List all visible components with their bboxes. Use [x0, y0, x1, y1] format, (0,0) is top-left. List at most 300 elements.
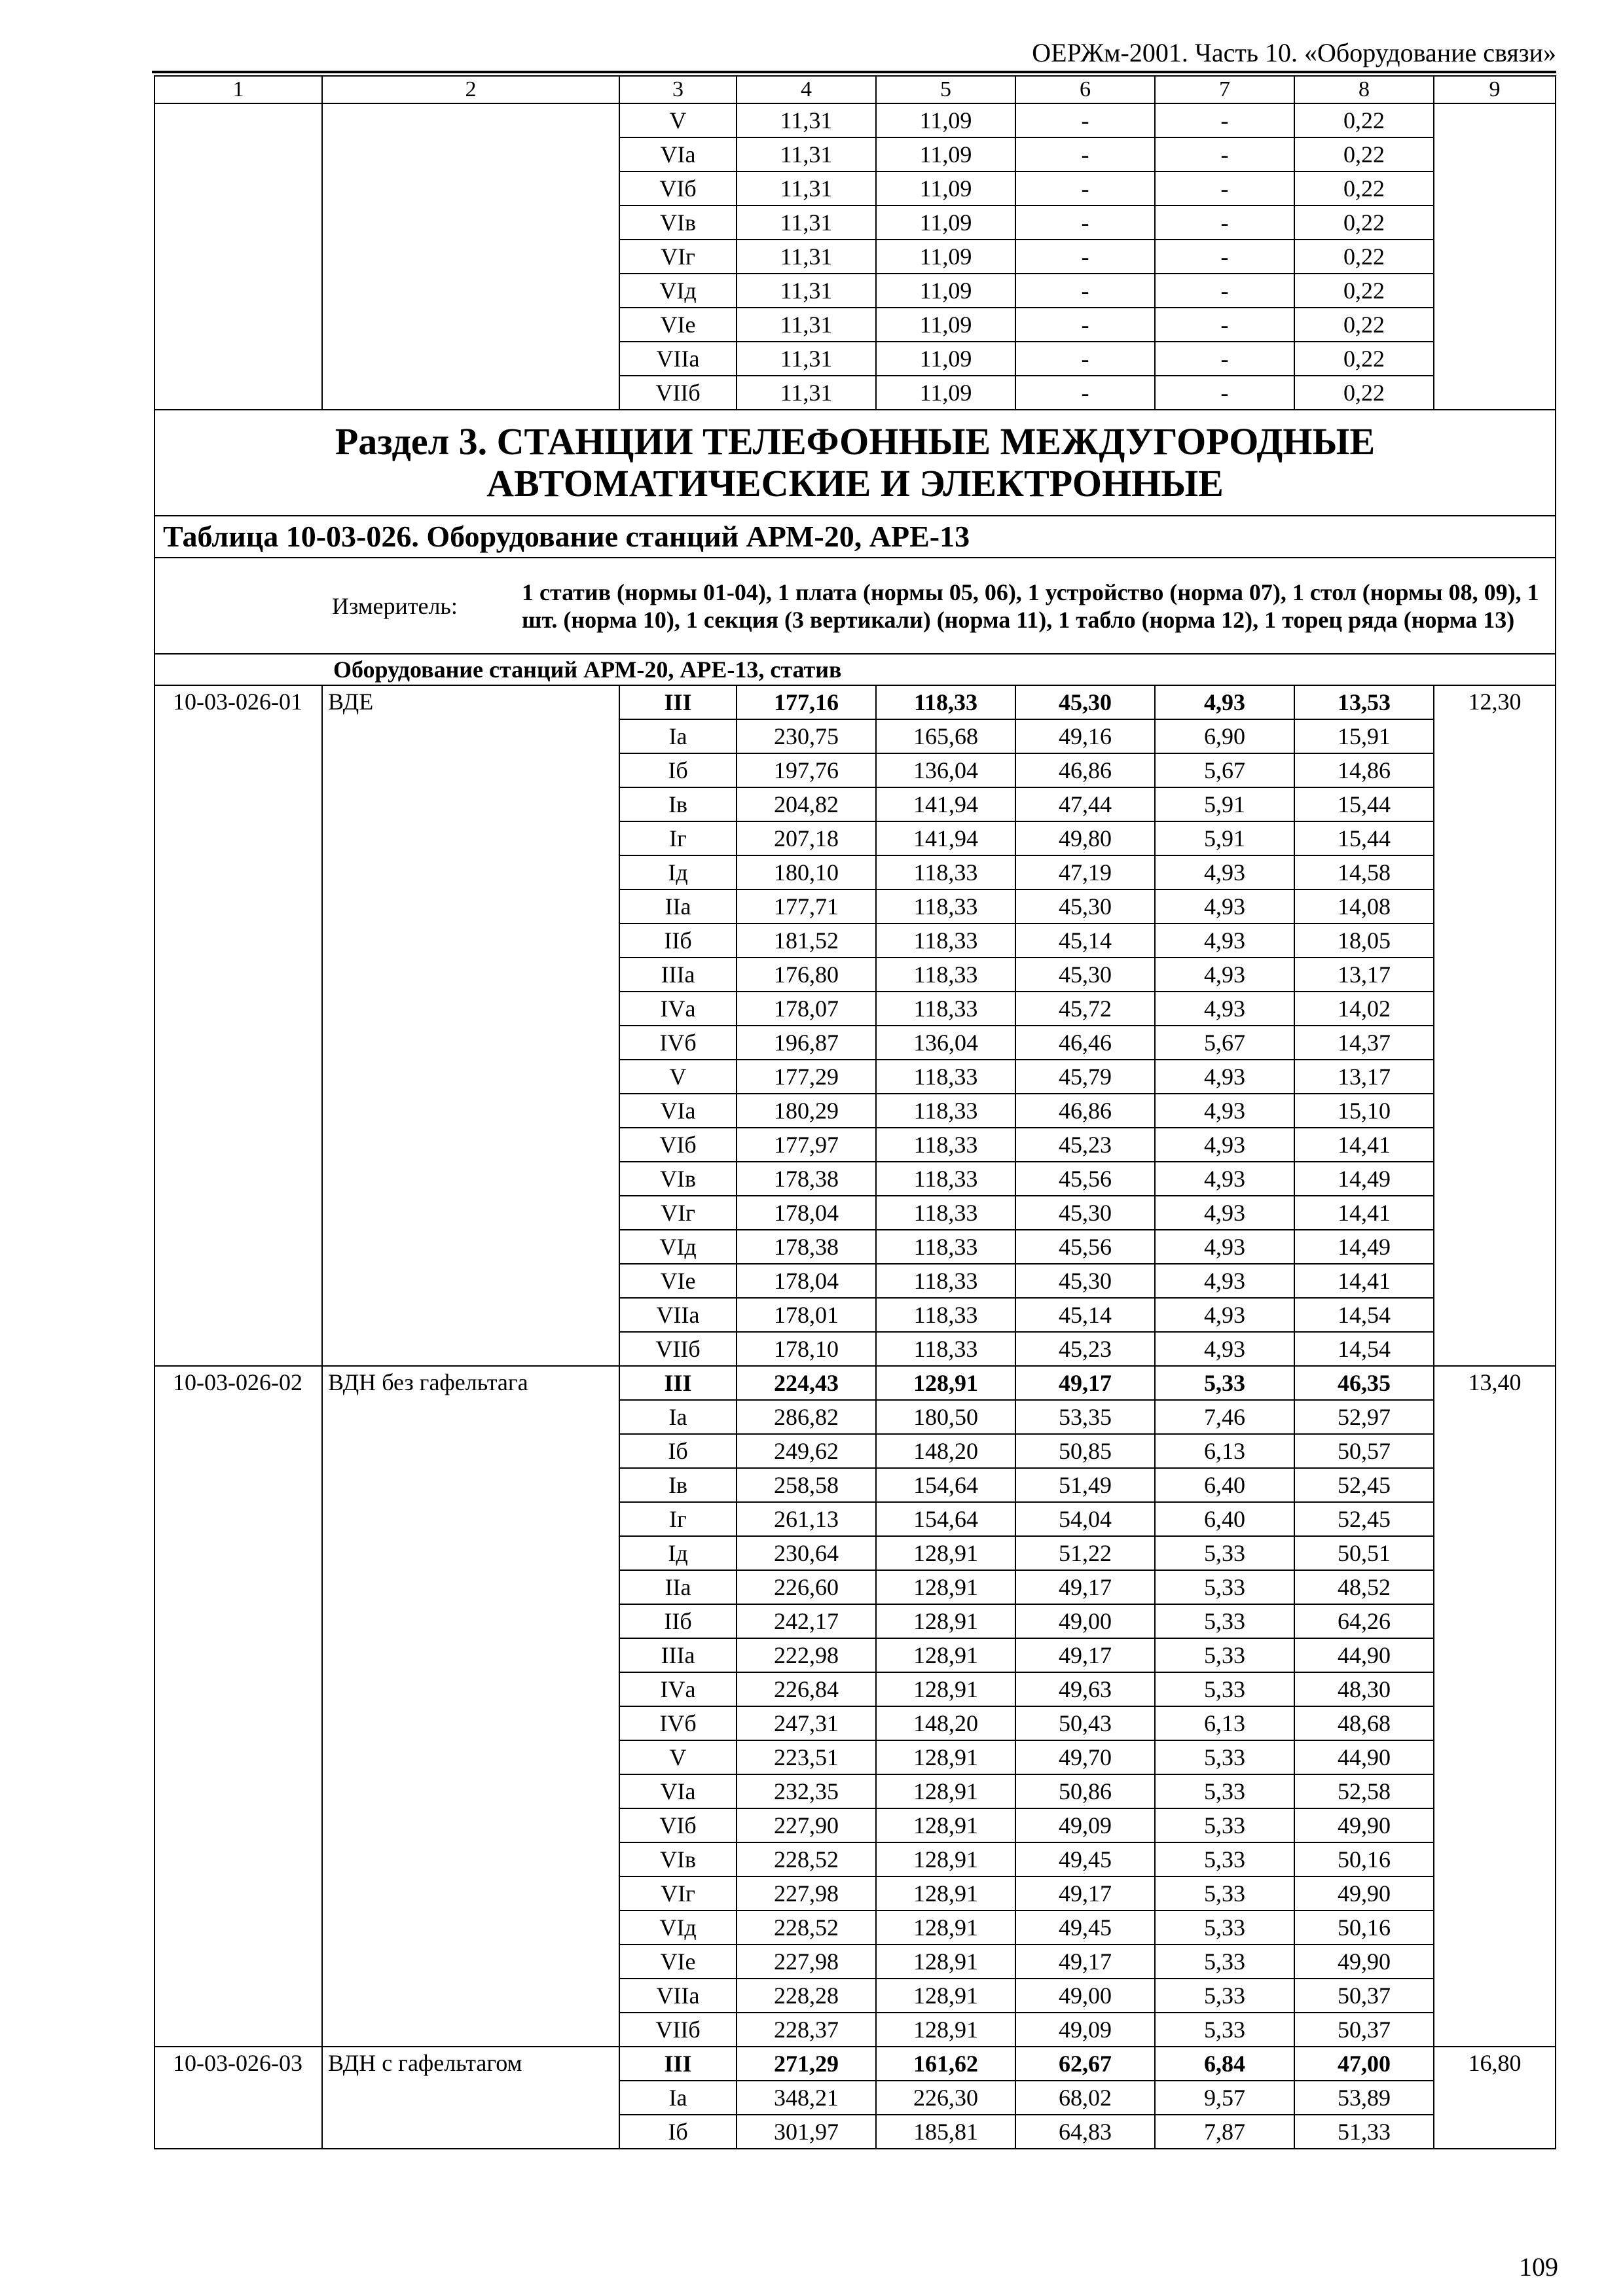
value-cell: 118,33 [876, 1298, 1015, 1332]
value-cell: VIг [619, 1196, 737, 1230]
value-cell: 7,87 [1155, 2115, 1294, 2149]
value-cell: 64,26 [1294, 1604, 1434, 1638]
value-cell: - [1155, 137, 1294, 171]
value-cell: Iб [619, 1434, 737, 1468]
value-cell: 118,33 [876, 855, 1015, 889]
value-cell: 141,94 [876, 821, 1015, 855]
code-cell: 10-03-026-01 [155, 685, 322, 1366]
column-number-row [155, 76, 1556, 103]
value-cell: 154,64 [876, 1502, 1015, 1536]
value-cell: IIа [619, 889, 737, 924]
value-cell: 49,45 [1015, 1910, 1155, 1945]
value-cell: 14,58 [1294, 855, 1434, 889]
value-cell: 0,22 [1294, 137, 1434, 171]
value-cell: Iа [619, 2081, 737, 2115]
value-cell: 14,41 [1294, 1264, 1434, 1298]
value-cell: VIIа [619, 342, 737, 376]
header-rule [152, 71, 1556, 73]
value-cell: 45,79 [1015, 1060, 1155, 1094]
value-cell: 49,45 [1015, 1842, 1155, 1876]
value-cell: III [619, 685, 737, 719]
value-cell: 11,09 [876, 206, 1015, 240]
value-cell: 50,43 [1015, 1706, 1155, 1740]
value-cell: 15,91 [1294, 719, 1434, 753]
value-cell: 45,72 [1015, 992, 1155, 1026]
value-cell: 14,54 [1294, 1298, 1434, 1332]
value-cell: 6,40 [1155, 1502, 1294, 1536]
table-row [155, 103, 1556, 137]
value-cell: 223,51 [737, 1740, 876, 1774]
section-title-line: Раздел 3. СТАНЦИИ ТЕЛЕФОННЫЕ МЕЖДУГОРОДНЫЕ [335, 420, 1376, 463]
value-cell: 11,09 [876, 103, 1015, 137]
value-cell: 204,82 [737, 787, 876, 821]
value-cell: 128,91 [876, 1910, 1015, 1945]
value-cell: VIв [619, 1162, 737, 1196]
value-cell: 177,16 [737, 685, 876, 719]
value-cell: 118,33 [876, 924, 1015, 958]
value-cell: VIг [619, 1876, 737, 1910]
value-cell: 0,22 [1294, 206, 1434, 240]
value-cell: 176,80 [737, 958, 876, 992]
value-cell: 128,91 [876, 1945, 1015, 1979]
value-cell: 5,33 [1155, 1979, 1294, 2013]
value-cell: VIб [619, 171, 737, 206]
value-cell: 49,00 [1015, 1979, 1155, 2013]
value-cell: 128,91 [876, 1979, 1015, 2013]
value-cell: 14,37 [1294, 1026, 1434, 1060]
value-cell: 258,58 [737, 1468, 876, 1502]
value-cell: VIв [619, 1842, 737, 1876]
value-cell: III [619, 2047, 737, 2081]
value-cell: VIг [619, 240, 737, 274]
value-cell: 271,29 [737, 2047, 876, 2081]
value-cell: 0,22 [1294, 103, 1434, 137]
section-title [155, 410, 1556, 516]
value-cell: 6,13 [1155, 1706, 1294, 1740]
value-cell: 197,76 [737, 753, 876, 787]
value-cell: VIIб [619, 2013, 737, 2047]
value-cell: IVб [619, 1706, 737, 1740]
value-cell: VIе [619, 1264, 737, 1298]
value-cell: 14,86 [1294, 753, 1434, 787]
value-cell: 180,10 [737, 855, 876, 889]
value-cell: 165,68 [876, 719, 1015, 753]
value-cell: 5,33 [1155, 1672, 1294, 1706]
value-cell: 5,67 [1155, 1026, 1294, 1060]
value-cell: 51,49 [1015, 1468, 1155, 1502]
code-cell: 10-03-026-03 [155, 2047, 322, 2149]
value-cell: 224,43 [737, 1366, 876, 1400]
value-cell: 15,10 [1294, 1094, 1434, 1128]
value-cell: 47,44 [1015, 787, 1155, 821]
value-cell: 11,31 [737, 171, 876, 206]
value-cell: 6,90 [1155, 719, 1294, 753]
value-cell: IIа [619, 1570, 737, 1604]
value-cell: Iд [619, 855, 737, 889]
value-cell: 15,44 [1294, 787, 1434, 821]
value-cell: 177,97 [737, 1128, 876, 1162]
value-cell: 13,17 [1294, 1060, 1434, 1094]
value-cell: 227,98 [737, 1876, 876, 1910]
value-cell: 11,31 [737, 376, 876, 410]
value-cell: VIб [619, 1128, 737, 1162]
value-cell: 227,90 [737, 1808, 876, 1842]
value-cell: 5,91 [1155, 821, 1294, 855]
value-cell: 118,33 [876, 1230, 1015, 1264]
value-cell: IIб [619, 1604, 737, 1638]
value-cell: IVб [619, 1026, 737, 1060]
value-cell: VIIа [619, 1979, 737, 2013]
value-cell: 14,02 [1294, 992, 1434, 1026]
value-cell: 49,80 [1015, 821, 1155, 855]
value-cell: 44,90 [1294, 1638, 1434, 1672]
value-cell: 11,31 [737, 103, 876, 137]
value-cell: 50,16 [1294, 1842, 1434, 1876]
value-cell: 50,37 [1294, 2013, 1434, 2047]
value-cell: 128,91 [876, 1774, 1015, 1808]
value-cell: 49,63 [1015, 1672, 1155, 1706]
value-cell: 6,84 [1155, 2047, 1294, 2081]
value-cell: IVа [619, 1672, 737, 1706]
col9-cell: 13,40 [1434, 1366, 1556, 2047]
value-cell: 11,09 [876, 274, 1015, 308]
value-cell: 242,17 [737, 1604, 876, 1638]
value-cell: 53,35 [1015, 1400, 1155, 1434]
value-cell: 118,33 [876, 889, 1015, 924]
value-cell: 49,90 [1294, 1876, 1434, 1910]
value-cell: 0,22 [1294, 274, 1434, 308]
value-cell: 161,62 [876, 2047, 1015, 2081]
value-cell: 45,30 [1015, 685, 1155, 719]
value-cell: 46,46 [1015, 1026, 1155, 1060]
value-cell: VIд [619, 1910, 737, 1945]
value-cell: 0,22 [1294, 376, 1434, 410]
value-cell: 178,38 [737, 1162, 876, 1196]
value-cell: Iб [619, 753, 737, 787]
value-cell: - [1155, 171, 1294, 206]
value-cell: 118,33 [876, 1196, 1015, 1230]
value-cell: 18,05 [1294, 924, 1434, 958]
value-cell: 4,93 [1155, 924, 1294, 958]
value-cell: 5,91 [1155, 787, 1294, 821]
value-cell: IIIа [619, 1638, 737, 1672]
page-number: 109 [1519, 2252, 1558, 2282]
value-cell: 11,31 [737, 342, 876, 376]
value-cell: 11,31 [737, 240, 876, 274]
value-cell: 0,22 [1294, 342, 1434, 376]
value-cell: 7,46 [1155, 1400, 1294, 1434]
value-cell: Iд [619, 1536, 737, 1570]
value-cell: 11,09 [876, 376, 1015, 410]
value-cell: 49,17 [1015, 1945, 1155, 1979]
value-cell: 118,33 [876, 992, 1015, 1026]
value-cell: 228,28 [737, 1979, 876, 2013]
value-cell: 14,41 [1294, 1196, 1434, 1230]
value-cell: 49,90 [1294, 1808, 1434, 1842]
value-cell: 178,10 [737, 1332, 876, 1366]
value-cell: Iв [619, 1468, 737, 1502]
value-cell: 50,51 [1294, 1536, 1434, 1570]
value-cell: 196,87 [737, 1026, 876, 1060]
value-cell: 178,04 [737, 1196, 876, 1230]
code-cell: 10-03-026-02 [155, 1366, 322, 2047]
table-title-row [155, 516, 1556, 558]
col9-cell [1434, 103, 1556, 410]
value-cell: - [1015, 171, 1155, 206]
value-cell: 49,09 [1015, 1808, 1155, 1842]
running-header: ОЕРЖм-2001. Часть 10. «Оборудование связи» [1032, 38, 1556, 67]
value-cell: Iв [619, 787, 737, 821]
value-cell: 50,16 [1294, 1910, 1434, 1945]
value-cell: - [1015, 376, 1155, 410]
value-cell: 45,30 [1015, 1196, 1155, 1230]
value-cell: 51,22 [1015, 1536, 1155, 1570]
value-cell: 118,33 [876, 1332, 1015, 1366]
value-cell: 128,91 [876, 2013, 1015, 2047]
value-cell: 11,09 [876, 171, 1015, 206]
value-cell: 148,20 [876, 1706, 1015, 1740]
value-cell: - [1155, 308, 1294, 342]
value-cell: 9,57 [1155, 2081, 1294, 2115]
value-cell: 247,31 [737, 1706, 876, 1740]
value-cell: 49,16 [1015, 719, 1155, 753]
value-cell: 14,49 [1294, 1162, 1434, 1196]
value-cell: 128,91 [876, 1638, 1015, 1672]
value-cell: 178,07 [737, 992, 876, 1026]
column-number: 3 [619, 76, 737, 103]
value-cell: 136,04 [876, 1026, 1015, 1060]
value-cell: 128,91 [876, 1570, 1015, 1604]
value-cell: 118,33 [876, 685, 1015, 719]
value-cell: 178,38 [737, 1230, 876, 1264]
value-cell: 4,93 [1155, 1094, 1294, 1128]
value-cell: 14,49 [1294, 1230, 1434, 1264]
value-cell: 286,82 [737, 1400, 876, 1434]
value-cell: 128,91 [876, 1604, 1015, 1638]
value-cell: Iг [619, 1502, 737, 1536]
value-cell: VIб [619, 1808, 737, 1842]
value-cell: 230,75 [737, 719, 876, 753]
value-cell: 5,33 [1155, 1604, 1294, 1638]
value-cell: 5,33 [1155, 1366, 1294, 1400]
value-cell: 49,09 [1015, 2013, 1155, 2047]
value-cell: 14,41 [1294, 1128, 1434, 1162]
value-cell: VIа [619, 137, 737, 171]
column-number: 7 [1155, 76, 1294, 103]
value-cell: V [619, 1060, 737, 1094]
value-cell: III [619, 1366, 737, 1400]
value-cell: 52,45 [1294, 1468, 1434, 1502]
value-cell: 48,68 [1294, 1706, 1434, 1740]
rates-table [154, 75, 1556, 2149]
value-cell: 11,31 [737, 274, 876, 308]
value-cell: IIб [619, 924, 737, 958]
value-cell: VIIб [619, 1332, 737, 1366]
value-cell: IIIа [619, 958, 737, 992]
value-cell: - [1015, 308, 1155, 342]
value-cell: 5,33 [1155, 2013, 1294, 2047]
value-cell: VIд [619, 274, 737, 308]
value-cell: 49,90 [1294, 1945, 1434, 1979]
value-cell: - [1155, 342, 1294, 376]
code-cell [155, 103, 322, 410]
value-cell: 45,30 [1015, 889, 1155, 924]
value-cell: 64,83 [1015, 2115, 1155, 2149]
value-cell: 11,31 [737, 137, 876, 171]
value-cell: 4,93 [1155, 1060, 1294, 1094]
value-cell: VIе [619, 1945, 737, 1979]
value-cell: 4,93 [1155, 855, 1294, 889]
measure-wrap [155, 558, 1555, 653]
value-cell: 4,93 [1155, 992, 1294, 1026]
value-cell: 45,30 [1015, 1264, 1155, 1298]
value-cell: 13,53 [1294, 685, 1434, 719]
value-cell: 228,37 [737, 2013, 876, 2047]
value-cell: - [1015, 342, 1155, 376]
value-cell: 207,18 [737, 821, 876, 855]
value-cell: 177,71 [737, 889, 876, 924]
value-cell: 185,81 [876, 2115, 1015, 2149]
value-cell: 5,33 [1155, 1638, 1294, 1672]
value-cell: - [1015, 137, 1155, 171]
value-cell: 222,98 [737, 1638, 876, 1672]
value-cell: - [1155, 376, 1294, 410]
value-cell: 128,91 [876, 1366, 1015, 1400]
value-cell: 45,23 [1015, 1332, 1155, 1366]
subheading: Оборудование станций АРМ-20, АРЕ-13, статив [155, 654, 1556, 685]
value-cell: V [619, 1740, 737, 1774]
value-cell: 232,35 [737, 1774, 876, 1808]
value-cell: 178,01 [737, 1298, 876, 1332]
value-cell: 5,33 [1155, 1740, 1294, 1774]
value-cell: 118,33 [876, 958, 1015, 992]
value-cell: 180,29 [737, 1094, 876, 1128]
table-row [155, 1366, 1556, 1400]
value-cell: 118,33 [876, 1162, 1015, 1196]
value-cell: 45,14 [1015, 1298, 1155, 1332]
column-number: 5 [876, 76, 1015, 103]
value-cell: 47,19 [1015, 855, 1155, 889]
value-cell: 136,04 [876, 753, 1015, 787]
col9-cell: 16,80 [1434, 2047, 1556, 2149]
value-cell: 230,64 [737, 1536, 876, 1570]
value-cell: 50,37 [1294, 1979, 1434, 2013]
value-cell: - [1155, 103, 1294, 137]
value-cell: Iг [619, 821, 737, 855]
value-cell: 45,56 [1015, 1230, 1155, 1264]
value-cell: Iа [619, 1400, 737, 1434]
value-cell: VIа [619, 1094, 737, 1128]
measure-row [155, 558, 1556, 654]
value-cell: 53,89 [1294, 2081, 1434, 2115]
value-cell: 154,64 [876, 1468, 1015, 1502]
value-cell: 178,04 [737, 1264, 876, 1298]
value-cell: 177,29 [737, 1060, 876, 1094]
value-cell: 128,91 [876, 1842, 1015, 1876]
value-cell: VIе [619, 308, 737, 342]
value-cell: 5,33 [1155, 1910, 1294, 1945]
value-cell: 5,33 [1155, 1876, 1294, 1910]
value-cell: 6,40 [1155, 1468, 1294, 1502]
value-cell: 51,33 [1294, 2115, 1434, 2149]
value-cell: 15,44 [1294, 821, 1434, 855]
value-cell: 49,17 [1015, 1638, 1155, 1672]
value-cell: - [1015, 240, 1155, 274]
subheading-row [155, 654, 1556, 685]
value-cell: 118,33 [876, 1060, 1015, 1094]
value-cell: 11,09 [876, 308, 1015, 342]
col9-cell: 12,30 [1434, 685, 1556, 1366]
value-cell: 180,50 [876, 1400, 1015, 1434]
value-cell: 14,54 [1294, 1332, 1434, 1366]
value-cell: 4,93 [1155, 1196, 1294, 1230]
value-cell: 52,45 [1294, 1502, 1434, 1536]
column-number: 8 [1294, 76, 1434, 103]
column-number: 6 [1015, 76, 1155, 103]
value-cell: 11,31 [737, 206, 876, 240]
value-cell: VIIа [619, 1298, 737, 1332]
value-cell: 11,09 [876, 342, 1015, 376]
value-cell: 49,17 [1015, 1570, 1155, 1604]
value-cell: 5,67 [1155, 753, 1294, 787]
value-cell: 46,35 [1294, 1366, 1434, 1400]
value-cell: 0,22 [1294, 171, 1434, 206]
name-cell: ВДЕ [322, 685, 619, 1366]
value-cell: 226,60 [737, 1570, 876, 1604]
value-cell: 5,33 [1155, 1842, 1294, 1876]
value-cell: 227,98 [737, 1945, 876, 1979]
measure-text: 1 статив (нормы 01-04), 1 плата (нормы 05, 06), 1 устройство (норма 07), 1 стол (нормы 08, 09), 1 шт. (норма 10), 1 секция (3 вертикали) (норма 11), 1 табло (норма 12), 1 торец ряда (норма 13) [522, 579, 1539, 633]
value-cell: 5,33 [1155, 1808, 1294, 1842]
section-title-row [155, 410, 1556, 516]
value-cell: 50,85 [1015, 1434, 1155, 1468]
column-number: 1 [155, 76, 322, 103]
value-cell: 118,33 [876, 1094, 1015, 1128]
value-cell: 128,91 [876, 1808, 1015, 1842]
value-cell: 62,67 [1015, 2047, 1155, 2081]
value-cell: 301,97 [737, 2115, 876, 2149]
value-cell: 49,17 [1015, 1366, 1155, 1400]
value-cell: 181,52 [737, 924, 876, 958]
value-cell: - [1155, 206, 1294, 240]
value-cell: 128,91 [876, 1536, 1015, 1570]
value-cell: 118,33 [876, 1264, 1015, 1298]
value-cell: 4,93 [1155, 889, 1294, 924]
value-cell: 5,33 [1155, 1570, 1294, 1604]
value-cell: Iб [619, 2115, 737, 2149]
value-cell: 226,30 [876, 2081, 1015, 2115]
value-cell: 4,93 [1155, 685, 1294, 719]
value-cell: Iа [619, 719, 737, 753]
value-cell: 4,93 [1155, 1230, 1294, 1264]
value-cell: VIа [619, 1774, 737, 1808]
value-cell: 11,09 [876, 137, 1015, 171]
value-cell: 0,22 [1294, 308, 1434, 342]
value-cell: 54,04 [1015, 1502, 1155, 1536]
value-cell: 128,91 [876, 1876, 1015, 1910]
name-cell [322, 103, 619, 410]
value-cell: 45,30 [1015, 958, 1155, 992]
value-cell: 11,09 [876, 240, 1015, 274]
value-cell: 48,30 [1294, 1672, 1434, 1706]
value-cell: 228,52 [737, 1910, 876, 1945]
value-cell: 14,08 [1294, 889, 1434, 924]
column-number: 2 [322, 76, 619, 103]
value-cell: - [1015, 103, 1155, 137]
value-cell: 128,91 [876, 1740, 1015, 1774]
table-title: Таблица 10-03-026. Оборудование станций АРМ-20, АРЕ-13 [155, 516, 1556, 558]
value-cell: 49,70 [1015, 1740, 1155, 1774]
